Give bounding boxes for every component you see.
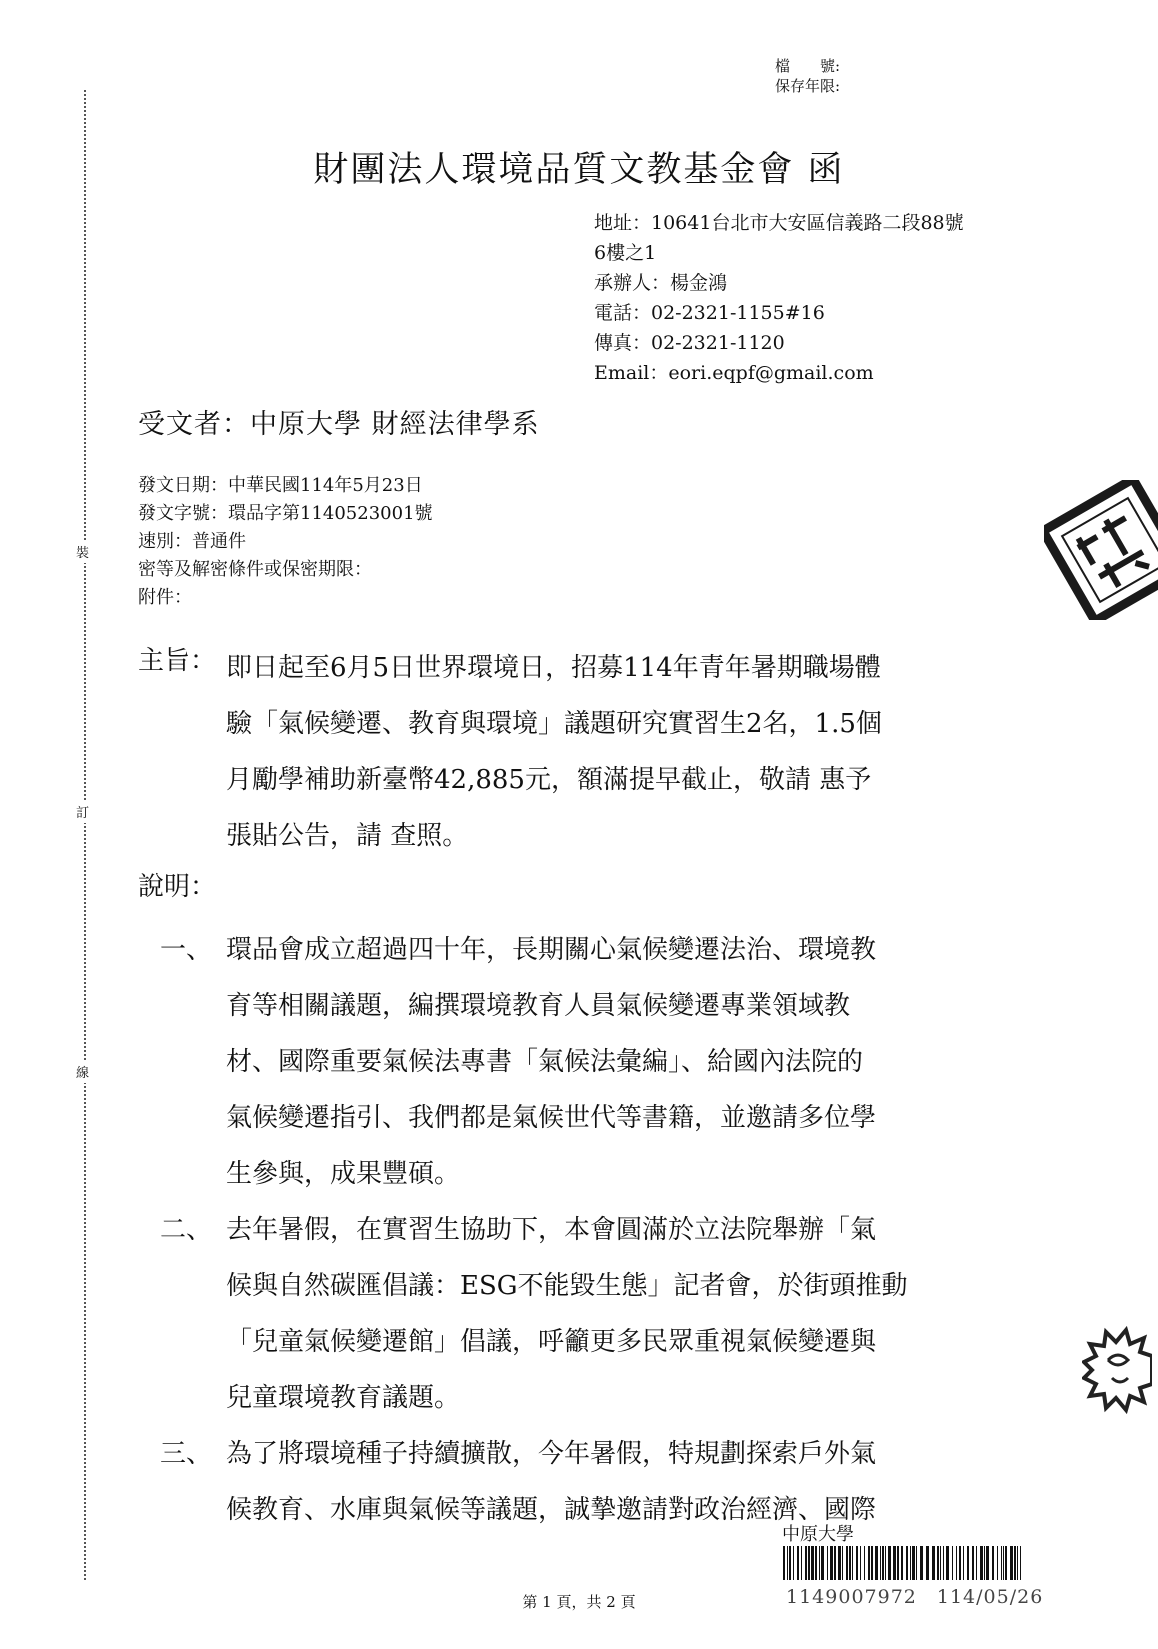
barcode [783,1546,1023,1580]
barcode-bar [797,1546,799,1580]
item-line: 候與自然碳匯倡議：ESG不能毀生態」記者會，於街頭推動 [226,1271,908,1301]
barcode-bar [992,1546,994,1580]
received-stamp-mark [1082,1320,1152,1420]
item-line: 去年暑假，在實習生協助下，本會圓滿於立法院舉辦「氣 [226,1215,877,1245]
item-line: 為了將環境種子持續擴散，今年暑假，特規劃探索戶外氣 [226,1439,877,1469]
barcode-bar [787,1546,788,1580]
barcode-bar [980,1546,983,1580]
subject-line: 驗「氣候變遷、教育與環境」議題研究實習生2名，1.5個 [226,709,882,739]
item-line: 「兒童氣候變遷館」倡議，呼籲更多民眾重視氣候變遷與 [226,1327,877,1357]
barcode-bar [984,1546,985,1580]
barcode-bar [888,1546,891,1580]
barcode-bar [926,1546,929,1580]
barcode-bar [860,1546,861,1580]
barcode-bar [920,1546,923,1580]
barcode-bar [901,1546,903,1580]
delivery-speed: 速別：普通件 [138,531,246,552]
barcode-bar [959,1546,961,1580]
barcode-bar [793,1546,794,1580]
barcode-bar [1014,1546,1016,1580]
phone: 電話：02-2321-1155#16 [594,302,825,324]
barcode-bar [830,1546,833,1580]
binding-dotted-line [84,90,86,1580]
barcode-bar [1017,1546,1018,1580]
barcode-bar [808,1546,810,1580]
barcode-bar [864,1546,865,1580]
handler: 承辦人：楊金鴻 [594,272,728,294]
barcode-bar [811,1546,814,1580]
barcode-bar [956,1546,957,1580]
address-line-2: 6樓之1 [594,242,657,264]
explanation-label: 說明： [138,872,217,902]
item-line: 候教育、水庫與氣候等議題，誠摯邀請對政治經濟、國際 [226,1495,877,1525]
barcode-bar [849,1546,851,1580]
recipient: 受文者：中原大學 財經法律學系 [138,409,540,440]
barcode-bar [838,1546,841,1580]
secrecy-level: 密等及解密條件或保密期限： [138,559,372,580]
fax: 傳真：02-2321-1120 [594,332,785,354]
barcode-bar [875,1546,878,1580]
barcode-bar [967,1546,969,1580]
contact-block [594,208,964,388]
barcode-bar [1005,1546,1007,1580]
barcode-bar [852,1546,853,1580]
binding-mark-xian: 線 [76,1060,89,1083]
item-number: 二、 [160,1215,213,1245]
barcode-bar [827,1546,828,1580]
barcode-bar [986,1546,989,1580]
barcode-bar [906,1546,908,1580]
binding-mark-ding: 訂 [76,800,89,823]
barcode-bar [997,1546,998,1580]
seal-stamp [1044,480,1158,620]
file-number-label: 檔 號: [774,57,840,75]
barcode-bar [819,1546,820,1580]
barcode-bar [897,1546,899,1580]
item-line: 生參與，成果豐碩。 [226,1159,461,1189]
barcode-bar [910,1546,911,1580]
dispatch-date: 發文日期：中華民國114年5月23日 [138,475,423,496]
barcode-bar [976,1546,977,1580]
page-footer: 第 1 頁，共 2 頁 [522,1593,636,1611]
item-line: 環品會成立超過四十年，長期關心氣候變遷法治、環境教 [226,935,877,965]
barcode-bar [801,1546,802,1580]
barcode-bar [821,1546,824,1580]
subject-line: 張貼公告，請 查照。 [226,821,469,851]
address-line-1: 地址：10641台北市大安區信義路二段88號 [594,212,964,234]
item-line: 材、國際重要氣候法專書「氣候法彙編」、給國內法院的 [226,1047,864,1077]
binding-mark-zhuang: 裝 [76,540,89,563]
barcode-bar [940,1546,941,1580]
barcode-bar [1010,1546,1013,1580]
barcode-bar [846,1546,848,1580]
barcode-bar [834,1546,836,1580]
dispatch-number: 發文字號：環品字第1140523001號 [138,503,433,524]
barcode-bar [856,1546,858,1580]
barcode-bar [880,1546,881,1580]
file-meta [775,56,840,96]
barcode-bar [916,1546,917,1580]
barcode-bar [885,1546,886,1580]
barcode-bar [943,1546,944,1580]
barcode-bar [1003,1546,1004,1580]
item-line: 育等相關議題，編撰環境教育人員氣候變遷專業領域教 [226,991,851,1021]
barcode-bar [871,1546,873,1580]
item-line: 氣候變遷指引、我們都是氣候世代等書籍，並邀請多位學 [226,1103,877,1133]
item-number: 一、 [160,935,213,965]
item-line: 兒童環境教育議題。 [226,1383,461,1413]
barcode-bar [893,1546,896,1580]
receipt-number: 1149007972 114/05/26 [786,1586,1044,1608]
barcode-bar [932,1546,935,1580]
barcode-bar [868,1546,870,1580]
dispatch-meta [138,472,433,612]
attachment: 附件： [138,587,192,608]
subject-line: 月勵學補助新臺幣42,885元，額滿提早截止，敬請 惠予 [226,765,872,795]
barcode-bar [972,1546,974,1580]
barcode-bar [952,1546,953,1580]
barcode-bar [842,1546,843,1580]
barcode-bar [912,1546,915,1580]
retention-period-label: 保存年限: [774,77,840,95]
item-number: 三、 [160,1439,213,1469]
document-title: 財團法人環境品質文教基金會 函 [313,150,845,190]
barcode-bar [1020,1546,1021,1580]
subject-label: 主旨： [138,646,217,676]
receipt-label: 中原大學 [782,1524,854,1545]
barcode-bar [963,1546,964,1580]
barcode-bar [1001,1546,1002,1580]
subject-line: 即日起至6月5日世界環境日，招募114年青年暑期職場體 [226,653,881,683]
barcode-bar [789,1546,791,1580]
subject-body [226,640,1026,864]
barcode-bar [815,1546,817,1580]
email: Email：eori.eqpf@gmail.com [594,362,874,384]
barcode-bar [946,1546,949,1580]
barcode-bar [937,1546,939,1580]
barcode-bar [882,1546,884,1580]
barcode-bar [783,1546,785,1580]
barcode-bar [805,1546,807,1580]
